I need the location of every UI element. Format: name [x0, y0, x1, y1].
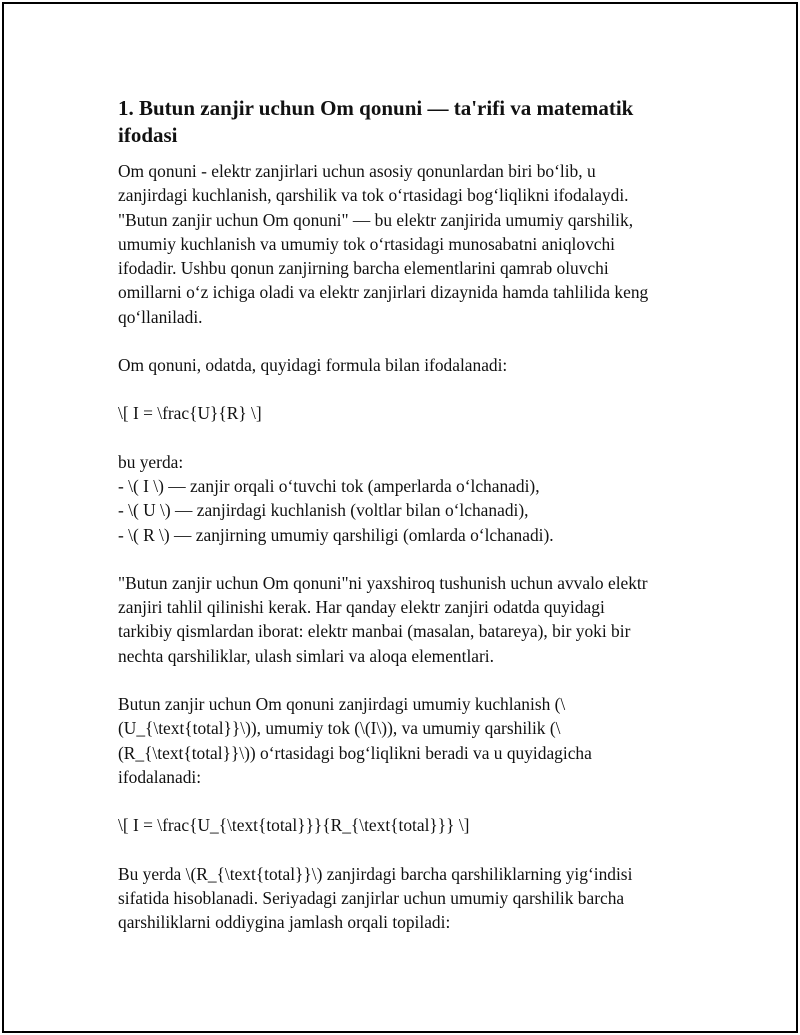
paragraph-line: Om qonuni - elektr zanjirlari uchun asosiy qonunlardan biri bo‘lib, u [118, 161, 596, 181]
paragraph-line: zanjiri tahlil qilinishi kerak. Har qanday elektr zanjiri odatda quyidagi [118, 597, 605, 618]
paragraph-line: Om qonuni, odatda, quyidagi formula bilan ifodalanadi: [118, 355, 508, 376]
formula-intro [118, 353, 692, 377]
paragraph-line: umumiy kuchlanish va umumiy tok o‘rtasidagi munosabatni aniqlovchi [118, 233, 616, 254]
paragraph-line: "Butun zanjir uchun Om qonuni" — bu elektr zanjirida umumiy qarshilik, [118, 209, 634, 230]
paragraph-line: omillarni o‘z ichiga oladi va elektr zanjirlari dizaynida hamda tahlilida keng [118, 282, 649, 303]
section-heading: 1. Butun zanjir uchun Om qonuni — ta'rifi va matematik ifodasi [118, 96, 634, 147]
paragraph-line: ifodadir. Ushbu qonun zanjirning barcha elementlarini qamrab oluvchi [118, 258, 609, 279]
components-paragraph [118, 571, 692, 668]
paragraph-line: nechta qarshiliklar, ulash simlari va aloqa elementlari. [118, 645, 494, 666]
definition-item: - \( I \) — zanjir orqali o‘tuvchi tok (amperlarda o‘lchanadi), [118, 475, 540, 496]
paragraph-line: (R_{\text{total}}\)) o‘rtasidagi bog‘liqlikni beradi va u quyidagicha [118, 742, 592, 763]
paragraph-line: Bu yerda \(R_{\text{total}}\) zanjirdagi barcha qarshiliklarning yig‘indisi [118, 863, 633, 884]
definition-item: - \( U \) — zanjirdagi kuchlanish (voltlar bilan o‘lchanadi), [118, 500, 529, 521]
intro-paragraph [118, 159, 692, 329]
definitions-list [118, 450, 692, 547]
formula-text: \[ I = \frac{U}{R} \] [118, 403, 262, 424]
formula-text: \[ I = \frac{U_{\text{total}}}{R_{\text{total}}} \] [118, 815, 470, 836]
paragraph-line: sifatida hisoblanadi. Seriyadagi zanjirlar uchun umumiy qarshilik barcha [118, 887, 625, 908]
formula-total [118, 813, 692, 837]
paragraph-line: ifodalanadi: [118, 766, 202, 787]
paragraph-line: qarshiliklarni oddiygina jamlash orqali topiladi: [118, 912, 451, 933]
paragraph-line: "Butun zanjir uchun Om qonuni"ni yaxshiroq tushunish uchun avvalo elektr [118, 572, 648, 593]
paragraph-line: qo‘llaniladi. [118, 306, 203, 327]
definitions-label: bu yerda: [118, 451, 184, 472]
paragraph-line: tarkibiy qismlardan iborat: elektr manbai (masalan, batareya), bir yoki bir [118, 621, 631, 642]
paragraph-line: zanjirdagi kuchlanish, qarshilik va tok o‘rtasidagi bog‘liqlikni ifodalaydi. [118, 185, 629, 206]
paragraph-line: Butun zanjir uchun Om qonuni zanjirdagi umumiy kuchlanish (\ [118, 694, 566, 715]
total-paragraph [118, 692, 692, 789]
paragraph-line: (U_{\text{total}}\)), umumiy tok (\(I\)), va umumiy qarshilik (\ [118, 718, 561, 739]
document-body [118, 95, 692, 958]
definition-item: - \( R \) — zanjirning umumiy qarshiligi (omlarda o‘lchanadi). [118, 524, 554, 545]
formula-ohm-law [118, 401, 692, 425]
closing-paragraph [118, 862, 692, 935]
